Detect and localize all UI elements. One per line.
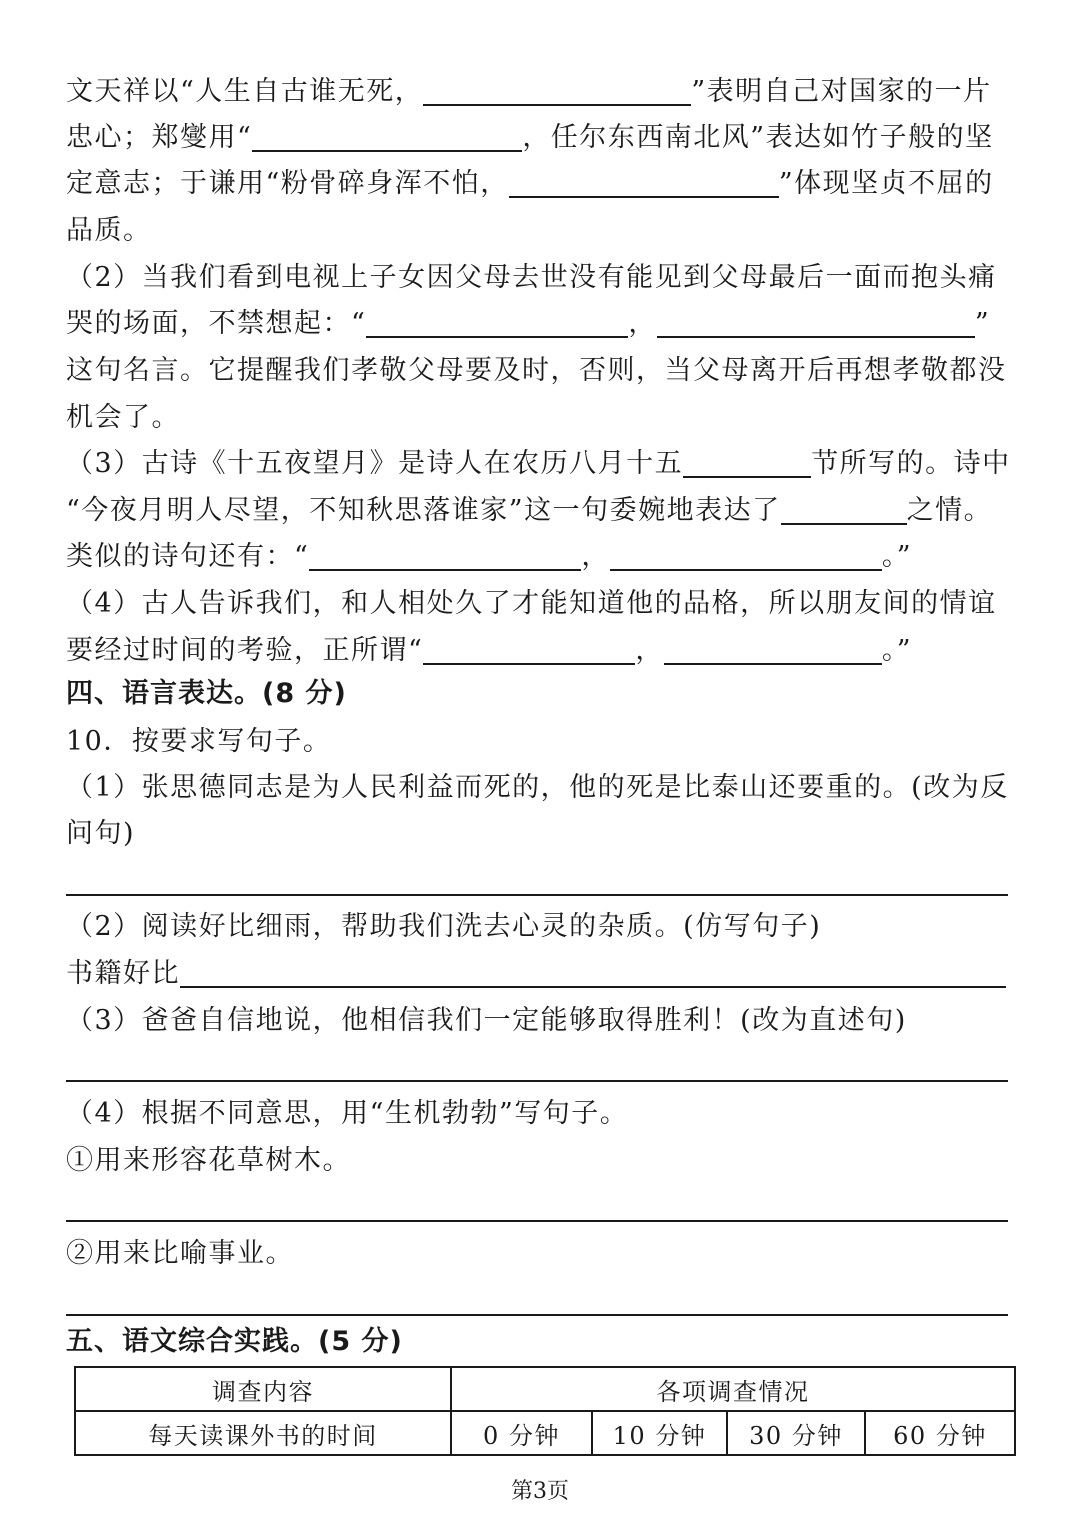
answer-blank[interactable]	[309, 539, 581, 571]
answer-blank[interactable]	[423, 74, 691, 106]
answer-blank[interactable]	[781, 493, 907, 525]
table-row	[75, 1367, 1015, 1411]
text-line: 机会了。	[66, 402, 180, 433]
text-segment: 要经过时间的考验，正所谓“	[66, 635, 424, 666]
answer-blank[interactable]	[610, 539, 882, 571]
table-cell-option[interactable]: 30 分钟	[727, 1411, 865, 1455]
text-line	[66, 954, 1006, 994]
text-segment: ”体现坚贞不屈的	[778, 168, 994, 199]
text-line	[66, 72, 992, 112]
text-line: ①用来形容花草树木。	[66, 1145, 351, 1176]
text-line	[66, 491, 992, 531]
table-cell-option[interactable]: 0 分钟	[451, 1411, 592, 1455]
answer-blank[interactable]	[509, 166, 779, 198]
text-segment: ，	[581, 541, 610, 572]
answer-blank[interactable]	[252, 120, 522, 152]
text-segment: 文天祥以“人生自古谁无死，	[66, 76, 424, 107]
question-2-line: （2）当我们看到电视上子女因父母去世没有能见到父母最后一面而抱头痛	[66, 262, 997, 293]
text-segment: ，	[628, 308, 657, 339]
section-4-heading: 四、语言表达。(8 分)	[66, 678, 347, 709]
table-cell-option[interactable]: 60 分钟	[865, 1411, 1015, 1455]
answer-blank[interactable]	[180, 956, 1006, 988]
text-line	[66, 537, 912, 577]
text-segment: 书籍好比	[66, 958, 180, 989]
question-4-line: （4）古人告诉我们，和人相处久了才能知道他的品格，所以朋友间的情谊	[66, 588, 997, 619]
answer-blank[interactable]	[683, 446, 811, 478]
text-segment: “今夜月明人尽望，不知秋思落谁家”这一句委婉地表达了	[66, 495, 781, 526]
text-line: 这句名言。它提醒我们孝敬父母要及时，否则，当父母离开后再想孝敬都没	[66, 355, 1007, 386]
text-segment: ，	[635, 635, 664, 666]
answer-blank[interactable]	[423, 633, 635, 665]
text-segment: ”	[974, 308, 991, 339]
answer-line[interactable]	[66, 1080, 1008, 1082]
text-segment: 忠心；郑燮用“	[66, 122, 253, 153]
text-segment: 类似的诗句还有：“	[66, 541, 310, 572]
text-line	[66, 118, 994, 158]
text-segment: 节所写的。诗中	[811, 448, 1011, 479]
text-segment: 。”	[881, 541, 913, 572]
text-line	[66, 164, 994, 204]
text-line: ②用来比喻事业。	[66, 1238, 294, 1269]
table-header-cell: 调查内容	[75, 1367, 451, 1411]
table-header-cell: 各项调查情况	[451, 1367, 1015, 1411]
answer-line[interactable]	[66, 894, 1008, 896]
table-row	[75, 1411, 1015, 1455]
answer-blank[interactable]	[664, 633, 882, 665]
sub-question-1: （1）张思德同志是为人民利益而死的，他的死是比泰山还要重的。(改为反	[66, 772, 1009, 803]
text-segment: （3）古诗《十五夜望月》是诗人在农历八月十五	[66, 448, 684, 479]
text-line: 品质。	[66, 215, 152, 246]
table-cell-option[interactable]: 10 分钟	[592, 1411, 727, 1455]
text-segment: 之情。	[906, 495, 993, 526]
survey-table	[74, 1366, 1016, 1456]
text-segment: ”表明自己对国家的一片	[691, 76, 992, 107]
sub-question-4: （4）根据不同意思，用“生机勃勃”写句子。	[66, 1098, 629, 1129]
text-line: 问句)	[66, 818, 136, 849]
sub-question-3: （3）爸爸自信地说，他相信我们一定能够取得胜利！(改为直述句)	[66, 1005, 907, 1036]
page-number: 第3页	[511, 1479, 569, 1504]
section-5-heading: 五、语文综合实践。(5 分)	[66, 1326, 403, 1357]
text-line	[66, 631, 912, 671]
answer-blank[interactable]	[657, 306, 975, 338]
table-cell: 每天读课外书的时间	[75, 1411, 451, 1455]
answer-line[interactable]	[66, 1220, 1008, 1222]
answer-line[interactable]	[66, 1314, 1008, 1316]
sub-question-2: （2）阅读好比细雨，帮助我们洗去心灵的杂质。(仿写句子)	[66, 911, 822, 942]
text-line	[66, 304, 990, 344]
text-segment: 。”	[881, 635, 913, 666]
text-segment: 哭的场面，不禁想起：“	[66, 308, 367, 339]
text-segment: ，任尔东西南北风”表达如竹子般的坚	[522, 122, 994, 153]
question-3-line	[66, 444, 1011, 484]
text-segment: 定意志；于谦用“粉骨碎身浑不怕，	[66, 168, 509, 199]
question-10-title: 10．按要求写句子。	[66, 726, 332, 757]
answer-blank[interactable]	[366, 306, 628, 338]
